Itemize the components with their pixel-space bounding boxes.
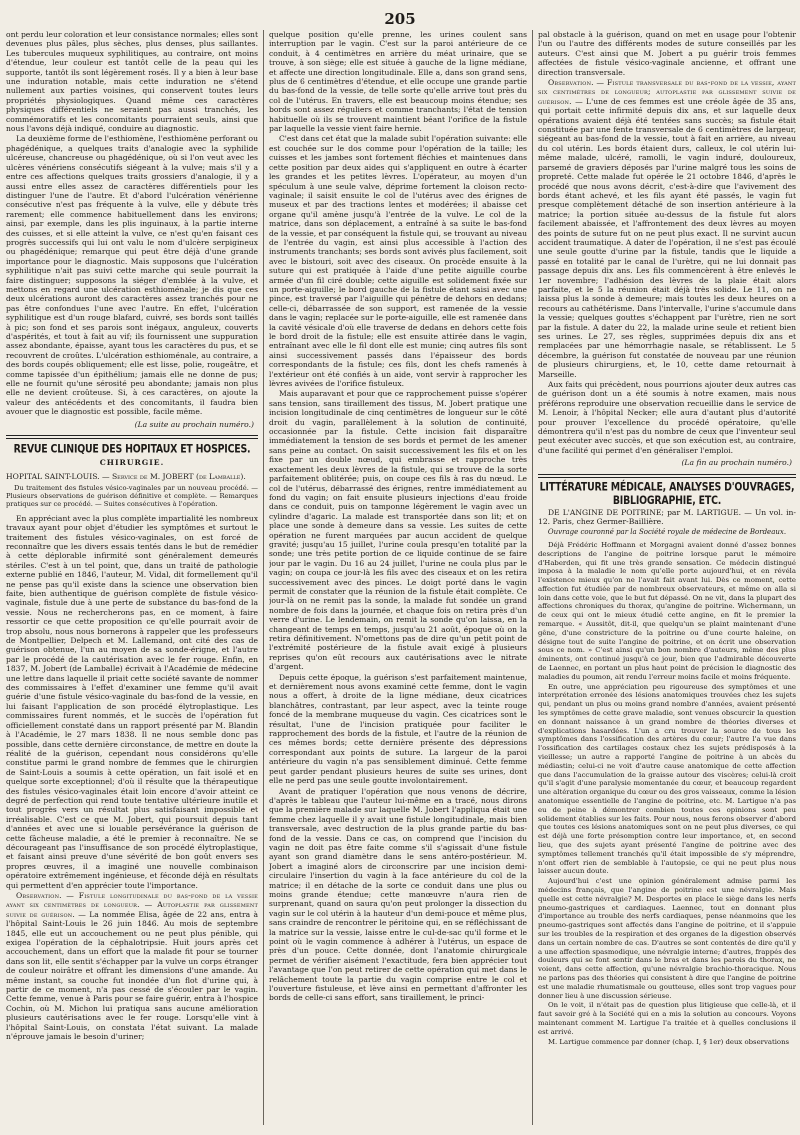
paragraph: Mais auparavant et pour que ce rapprochement puisse s'opérer sans tension, sans tiraillement des tissus, M. Jobert pratique une incision longitudinale de cinq centimètres de longueur sur le côté droit du vagin, parallèlement à la solution de continuité, occasionnée par la fistule. Cette incision fait disparaître immédiatement la tension de ses bords et permet de les amener sans peine au contact. On saisit successivement les fils et on les fixe par un double nœud, qui embrasse et rapproche très exactement les deux lèvres de la fistule, qui se trouve de la sorte parfaitement oblitérée; puis, on coupe ces fils à ras du nœud. Le col de l'utérus, débarrassé des érignes, rentre immédiatement au fond du vagin; on fait ensuite plusieurs injections d'eau froide dans ce conduit, puis on tamponne légèrement le vagin avec un cylindre d'agaric. La malade est transportée dans son lit; et on place une sonde à demeure dans sa vessie. Les suites de cette opération ne furent marquées par aucun accident de quelque gravité; jusqu'au 15 juillet, l'urine coula presqu'en totalité par la sonde; une très petite portion de ce liquide continue de se faire jour par le vagin. Du 16 au 24 juillet, l'urine ne coula plus par le vagin; on coupa ce jour-là les fils avec des ciseaux et on les retira successivement avec des pinces. Le doigt porté dans le vagin permit de constater que la réunion de la fistule était complète. Ce jour-là on ne remit pas la sonde, la malade fut sondée un grand nombre de fois dans la journée, et chaque fois on retira près d'un verre d'urine. Le lendemain, on remit la sonde qu'on laissa, en la changeant de temps en temps, jusqu'au 21 août, époque où on la retira définitivement. N'omettons pas de dire qu'un petit point de l'extrémité postérieure de la fistule avait exigé à plusieurs reprises qu'on eût recours aux cautérisations avec le nitrate d'argent. <box>269 389 527 672</box>
section-divider <box>538 474 796 478</box>
observation-2 <box>538 78 796 379</box>
paragraph: En appréciant avec la plus complète impartialité les nombreux travaux ayant pour objet d'étudier les symptômes et surtout le traitement des fistules vésico-vaginales, on est forcé de reconnaître que les divers essais tentés dans le but de remédier à cette déplorable infirmité sont généralement demeurés stériles. C'est à un tel point, que, dans un traité de pathologie externe publié en 1846, l'auteur, M. Vidal, dit formellement qu'il ne pense pas qu'il existe dans la science une observation bien faite, bien authentique de guérison complète de fistule vésico-vaginale, fistule due à une perte de substance du bas-fond de la vessie. Nous ne rechercherons pas, en ce moment, à faire ressortir ce que cette proposition ce qu'elle pourrait avoir de trop absolu, nous nous bornerons à rappeler que les professeurs de Montpellier, Delpech et M. Lallemand, ont cité des cas de guérison obtenue, l'un au moyen de sa sonde-érigne, et l'autre par le procédé de la cautérisation avec le fer rouge. Enfin, en 1837, M. Jobert (de Lamballe) écrivait à l'Académie de médecine une lettre dans laquelle il priait cette société savante de nommer des commissaires à l'effet d'examiner une femme qu'il avait guérie d'une fistule vésico-vaginale du bas-fond de la vessie, en lui faisant l'application de son procédé élytroplastique. Les commissaires furent nommés, et le succès de l'opération fut officiellement constaté dans un rapport présenté par M. Blandin à l'Académie, le 27 mars 1838. Il ne nous semble donc pas possible, dans cette dernière circonstance, de mettre en doute la réalité de la guérison, cependant nous considérons qu'elle constitue parmi le grand nombre de femmes que le chirurgien de Saint-Louis a soumis à cette opération, un fait isolé et en quelque sorte exceptionnel; d'où il résulte que la thérapeutique des fistules vésico-vaginales était loin encore d'avoir atteint ce degré de perfection qui rend toute tentative ultérieure inutile et tout progrès vers un résultat plus satisfaisant impossible et irréalisable. C'est ce que M. Jobert, qui poursuit depuis tant d'années et avec une si louable persévérance la guérison de cette fâcheuse maladie, a été le premier à reconnaître. Ne se décourageant pas l'insuffisance de son procédé élytroplastique, et faisant ainsi preuve d'une sévérité de bon goût envers ses propres œuvres, il a imaginé une nouvelle combinaison opératoire extrêmement ingénieuse, et féconde déjà en résultats qui permettent d'en apprécier toute l'importance. <box>6 513 258 890</box>
review-subtitle: Ouvrage couronné par la Société royale de médecine de Bordeaux. <box>547 527 787 536</box>
paragraph: M. Lartigue commence par donner (chap. I, § 1er) deux observations <box>548 1037 790 1046</box>
section-divider <box>6 435 258 439</box>
column-3 <box>538 30 796 1130</box>
review-heading: DE L'ANGINE DE POITRINE; par M. LARTIGUE. — Un vol. in-12. Paris, chez Germer-Baillière. <box>538 507 796 527</box>
observation-1 <box>6 891 258 1042</box>
column-separator <box>263 30 264 1125</box>
review-body <box>538 541 796 1046</box>
article-columns <box>6 30 796 1130</box>
section-subtitle-surgery: CHIRURGIE. <box>99 458 165 468</box>
paragraph: La deuxième forme de l'esthiomène, l'esthiomène perforant ou phagédénique, a quelques traits d'analogie avec la syphilide ulcéreuse, chancreuse ou phagédénique, où si l'on veut avec les ulcères vénériens consécutifs siégeant à la vulve; mais s'il y a entre ces affections quelques traits grossiers d'analogie, il y a aussi entre elles assez de caractères différentiels pour les distinguer l'une de l'autre. Et d'abord l'ulcération vénérienne consécutive n'est pas fréquente à la vulve, elle y débute très rarement; elle commence habituellement dans les environs; ainsi, par exemple, dans les plis inguinaux, à la partie interne des cuisses, et si elle atteint la vulve, ce n'est qu'en faisant ces progrès successifs qui lui ont valu le nom d'ulcère serpigineux ou phagédénique; remarque qui peut être déjà d'une grande importance pour le diagnostic. Mais supposons que l'ulcération syphilitique n'ait pas suivi cette marche qui seule pourrait la faire distinguer; supposons la siéger d'emblée à la vulve, et mettons en regard une ulcération esthioménale; je dis que ces deux ulcérations auront des caractères assez tranchés pour ne pas être confondues l'une avec l'autre. En effet, l'ulcération syphilitique est d'un rouge blafard, cuivré, ses bords sont taillés à pic; son fond et ses parois sont inégaux, anguleux, couverts d'aspérités, et tout à fait au vif; ils fournissent une suppuration assez abondante, épaisse, ayant tous les caractères du pus, et se recouvrent de croûtes. L'ulcération esthioménale, au contraire, a des bords coupés obliquement; elle est lisse, polie, rougeâtre, et comme tapissée d'un épithélium; jamais elle ne donne de pus; elle ne fournit qu'une sérosité peu abondante; jamais non plus elle ne devient croûteuse. Si, à ces caractères, on ajoute la valeur des antécédents et des concomitants, il faudra bien avouer que le diagnostic est possible, facile même. <box>6 134 258 417</box>
section-title-clinical-review: REVUE CLINIQUE DES HOPITAUX ET HOSPICES. <box>13 442 251 457</box>
observation-title: — Fistule transversale du bas-fond de la vessie, ayant six centimètres de longueur; autoplastie par glissement suivie de guérison. <box>538 78 796 106</box>
paragraph: Aujourd'hui c'est une opinion généralement admise parmi les médecins français, que l'angine de poitrine est une névralgie. Mais quelle est cette névralgie? M. Desportes en place le siège dans les nerfs pneumo-gastriques et cardiaques. Laennec, tout en donnant plus d'importance au trouble des nerfs cardiaques, pense néanmoins que les pneumo-gastriques sont affectés dans l'angine de poitrine, et il s'appuie sur les troubles de la respiration et des organes de la digestion observés dans un certain nombre de cas. D'autres se sont contentés de dire qu'il y a une affection spasmodique, une névralgie interne; d'autres, frappés des douleurs qui se font sentir dans le bras et dans les parois du thorax, ne voient, dans cette affection, qu'une névralgie brachio-thoracique. Nous ne parlons pas des théories qui consistent à dire que l'angine de poitrine est une maladie rhumatismale ou goutteuse, elles sont trop vagues pour donner lieu à une discussion sérieuse. <box>538 877 796 1000</box>
paragraph: C'est dans cet état que la malade subit l'opération suivante: elle est couchée sur le dos comme pour l'opération de la taille; les cuisses et les jambes sont fortement fléchies et maintenues dans cette position par deux aides qui s'appliquent en outre à écarter les grandes et les petites lèvres. L'opérateur, au moyen d'un spéculum à une seule valve, déprime fortement la cloison recto-vaginale; il saisit ensuite le col de l'utérus avec des érignes de museux et par des tractions lentes et modérées; il abaisse cet organe qu'il amène jusqu'à l'entrée de la vulve. Le col de la matrice, dans son déplacement, a entraîné à sa suite le bas-fond de la vessie, et par conséquent la fistule qui, se trouvant au niveau de l'entrée du vagin, est ainsi plus accessible à l'action des instruments tranchants; ses bords sont avivés plus facilement, soit avec le bistouri, soit avec des ciseaux. On procède ensuite à la suture qui est pratiquée à l'aide d'une petite aiguille courbe armée d'un fil ciré double; cette aiguille est solidement fixée sur un porte-aiguille; le bord gauche de la fistule étant saisi avec une pince, est traversé par l'aiguille qui pénètre de dehors en dedans; celle-ci, débarrassée de son support, est ramenée de la vessie dans le vagin; replacée sur le porte-aiguille, elle est ramenée dans la cavité vésicale d'où elle traverse de dedans en dehors cette fois le bord droit de la fistule; elle est ensuite attirée dans le vagin, entraînant avec elle le fil dont elle est munie; cinq autres fils sont ainsi successivement passés dans l'épaisseur des bords correspondants de la fistule; ces fils, dont les chefs ramenés à l'extérieur ont été confiés à un aide, vont servir à rapprocher les lèvres avivées de l'orifice fistuleux. <box>269 134 527 389</box>
column-1 <box>6 30 258 1130</box>
paragraph: quelque position qu'elle prenne, les urines coulent sans interruption par le vagin. C'est sur la paroi antérieure de ce conduit, à 4 centimètres en arrière du méat urinaire, que se trouve, à son siège; elle est située à gauche de la ligne médiane, et affecte une direction longitudinale. Elle a, dans son grand sens, plus de 6 centimètres d'étendue, et elle occupe une grande partie du bas-fond de la vessie, de telle sorte qu'elle arrive tout près du col de l'utérus. En travers, elle est beaucoup moins étendue; ses bords sont assez réguliers et comme tranchants; l'état de tension habituelle où ils se trouvent maintient béant l'orifice de la fistule par laquelle la vessie vient faire hernie. <box>269 30 527 134</box>
column-separator <box>532 30 533 1125</box>
paragraph: pal obstacle à la guérison, quand on met en usage pour l'obtenir l'un ou l'autre des différents modes de suture conseillés par les auteurs. C'est ainsi que M. Jobert a pu guérir trois femmes affectées de fistule vésico-vaginale ancienne, et offrant une direction transversale. <box>538 30 796 77</box>
section-title-literature: LITTÉRATURE MÉDICALE, ANALYSES D'OUVRAGES, BIBLIOGRAPHIE, ETC. <box>539 479 795 508</box>
observation-title: — Fistule longitudinale du bas-fond de la vessie ayant six centimètres de longueur. — Autoplastie par glissement suivie de guérison. <box>6 891 258 919</box>
paragraph: Avant de pratiquer l'opération que nous venons de décrire, d'après le tableau que l'auteur lui-même en a tracé, nous dirons que la première malade sur laquelle M. Jobert l'appliqua était une femme chez laquelle il y avait une fistule longitudinale, mais bien transversale, avec destruction de la plus grande partie du bas-fond de la vessie. Dans ce cas, on comprend que l'incision du vagin ne doit pas être faite comme s'il s'agissait d'une fistule ayant son grand diamètre dans le sens antéro-postérieur. M. Jobert a imaginé alors de circonscrire par une incision demi-circulaire l'insertion du vagin à la face antérieure du col de la matrice; il en détache de la sorte ce conduit dans une plus ou moins grande étendue; cette manœuvre n'aura rien de surprenant, quand on saura qu'on peut prolonger la dissection du vagin sur le col utérin à la hauteur d'un demi-pouce et même plus, sans craindre de rencontrer le péritoine qui, en se réfléchissant de la matrice sur la vessie, laisse entre le cul-de-sac qu'il forme et le point où le vagin commence à adhérer à l'utérus, un espace de près d'un pouce. Cette donnée, dont l'anatomie chirurgicale permet de vérifier aisément l'exactitude, fera bien apprécier tout l'avantage que l'on peut retirer de cette opération qui met dans le relâchement toute la partie du vagin comprise entre le col et l'ouverture fistuleuse, et lève ainsi en permettant d'affronter les bords de celle-ci sans effort, sans tiraillement, le princi- <box>269 786 527 1003</box>
observation-label: Observation. <box>16 891 62 901</box>
paragraph: Aux faits qui précèdent, nous pourrions ajouter deux autres cas de guérison dont un a été soumis à notre examen, mais nous préférons reproduire une observation recueillie dans le service de M. Lenoir, à l'hôpital Necker; elle aura d'autant plus d'autorité pour prouver l'excellence du procédé opératoire, qu'elle démontrera qu'il n'est pas du nombre de ceux que l'inventeur seul peut exécuter avec succès, et que son exécution est, au contraire, d'une facilité qui permet d'en généraliser l'emploi. <box>538 380 796 455</box>
page-number: 205 <box>384 10 416 28</box>
observation-text: — L'une de ces femmes est une créole âgée de 35 ans, qui portait cette infirmité depuis dix ans, et sur laquelle deux opérations avaient déjà été tentées sans succès; sa fistule était constituée par une fente transversale de 6 centimètres de largeur, siégeant au bas-fond de la vessie, tout à fait en arrière, au niveau du col utérin. Les bords étaient durs, calleux, le col utérin lui-même malade, ulcéré, ramolli, le vagin induré, douloureux, parsemé de graviers déposés par l'urine malgré tous les soins de propreté. Cette malade fut opérée le 21 octobre 1846, d'après le procédé que nous avons décrit, c'est-à-dire que l'avivement des bords étant achevé, et les fils ayant été passés, le vagin fut presque complètement détaché de son insertion antérieure à la matrice; la portion située au-dessus de la fistule fut alors facilement abaissée, et l'affrontement des deux lèvres au moyen des points de suture fut on ne peut plus exact. Il ne survint aucun accident traumatique. A dater de l'opération, il ne s'est pas écoulé une seule goutte d'urine par la fistule, tandis que le liquide a passé en totalité par le canal de l'urètre, qui ne lui donnait pas passage depuis dix ans. Les fils commencèrent à être enlevés le 1er novembre; l'adhésion des lèvres de la plaie était alors parfaite, et le 5 la réunion était déjà très solide. Le 11, on ne laissa plus la sonde à demeure; mais toutes les deux heures on a recours au cathétérisme. Dans l'intervalle, l'urine s'accumule dans la vessie; quelques gouttes s'échappent par l'urètre, rien ne sort par la fistule. A dater du 22, la malade urine seule et retient bien ses urines. Le 27, ses règles, supprimées depuis dix ans et remplacées par une hémorrhagie nasale, se rétablissent. Le 5 décembre, la guérison fut constatée de nouveau par une réunion de plusieurs chirurgiens, et, le 10, cette dame retournait à Marseille. <box>538 96 796 379</box>
observation-text: — La nommée Elisa, âgée de 22 ans, entra à l'hôpital Saint-Louis le 26 juin 1846. Au mois de septembre 1845, elle eut un accouchement ou ne peut plus pénible, qui exigea l'opération de la céphalotripsie. Huit jours après cet accouchement, dans un effort que la malade fit pour se tourner dans son lit, elle sentit s'échapper par la vulve un corps étranger de couleur noirâtre et offrant les dimensions d'une amande. Au même instant, sa couche fut inondée d'un flot d'urine qui, à partir de ce moment, n'a pas cessé de s'écouler par le vagin. Cette femme, venue à Paris pour se faire guérir, entra à l'hospice Cochin, où M. Michon lui pratiqua sans aucune amélioration plusieurs cautérisations avec le fer rouge. Lorsqu'elle vint à l'hôpital Saint-Louis, on constata l'état suivant. La malade n'éprouve jamais le besoin d'uriner; <box>6 909 258 1042</box>
column-2 <box>269 30 527 1130</box>
paragraph: En outre, une appréciation peu rigoureuse des symptômes et une interprétation erronée des lésions anatomiques trouvées chez les sujets qui, pendant un plus ou moins grand nombre d'années, avaient présenté les symptômes de cette grave maladie, sont venues obscurcir la question en donnant naissance à un grand nombre de théories diverses et d'explications hasardées. L'un a cru trouver la source de tous les symptômes dans l'ossification des artères du cœur; l'autre l'a vue dans l'ossification des cartilages costaux chez les sujets prédisposés à la vieillesse; un autre a rapporté l'angine de poitrine à un abcès du médiastin; celui-ci ne voit d'autre cause anatomique de cette affection que dans l'accumulation de la graisse autour des viscères; celui-là croit qu'il s'agit d'une paralysie momentanée du cœur, et beaucoup regardent une altération organique du cœur ou des gros vaisseaux, comme la lésion anatomique essentielle de l'angine de poitrine, etc. M. Lartigue n'a pas eu de peine à démontrer combien toutes ces opinions sont peu solidement établies sur les faits. Pour nous, nous ferons observer d'abord que toutes ces lésions anatomiques sont on ne peut plus diverses, ce qui est déjà une forte présomption contre leur importance, et, en second lieu, que des sujets ayant présenté l'angine de poitrine avec des symptômes tellement tranchés qu'il était impossible de s'y méprendre, n'ont offert rien de semblable à l'autopsie, ce qui ne peut plus nous laisser aucun doute. <box>538 682 796 876</box>
paragraph: ont perdu leur coloration et leur consistance normales; elles sont devenues plus pâles, plus sèches, plus denses, plus saillantes. Les tubercules muqueux syphilitiques, au contraire, ont moins d'étendue, leur couleur est tantôt celle de la peau qui les supporte, tantôt ils sont légèrement rosés. Il y a bien à leur base une induration notable, mais cette induration ne s'étend nullement aux parties voisines, qui conservent toutes leurs propriétés physiologiques. Quand même ces caractères physiques différentiels ne seraient pas aussi tranchés, les commémoratifs et les concomitants pourraient seuls, ainsi que nous l'avons déjà indiqué, conduire au diagnostic. <box>6 30 258 134</box>
observation-label: Observation. <box>548 78 594 88</box>
paragraph: Depuis cette époque, la guérison s'est parfaitement maintenue, et dernièrement nous avons examiné cette femme, dont le vagin nous a offert, à droite de la ligne médiane, deux cicatrices blanchâtres, contrastant, par leur aspect, avec la teinte rouge foncé de la membrane muqueuse du vagin. Ces cicatrices sont le résultat, l'une de l'incision pratiquée pour faciliter le rapprochement des bords de la fistule, et l'autre de la réunion de ces mêmes bords; cette dernière présente des dépressions correspondant aux points de suture. La largeur de la paroi antérieure du vagin n'a pas sensiblement diminué. Cette femme peut garder pendant plusieurs heures de suite ses urines, dont elle ne perd pas une seule goutte involontairement. <box>269 672 527 786</box>
continued-note: (La fin au prochain numéro.) <box>681 458 792 468</box>
article-summary: Du traitement des fistules vésico-vaginales par un nouveau procédé. — Plusieurs observations de guérison définitive et complète. — Remarques pratiques sur ce procédé. — Suites consécutives à l'opération. <box>6 483 258 509</box>
paragraph: Déjà Frédéric Hoffmann et Morgagni avaient donné d'assez bonnes descriptions de l'angine de poitrine lorsque parut le mémoire d'Haberden, qui fit une très grande sensation. Ce médecin distingué imposa à la maladie le nom qu'elle porte aujourd'hui, et en révéla l'existence mieux qu'on ne l'avait fait avant lui. Dès ce moment, cette affection fut étudiée par de nombreux observateurs, et même on alla si loin dans cette voie, que le but fut dépassé. On ne vit, dans la plupart des affections chroniques du thorax, qu'angine de poitrine. Wichermann, un de ceux qui ont le mieux étudié cette angine, en fit le premier la remarque. « Aussitôt, dit-il, que quelqu'un se plaint maintenant d'une gêne, d'une constricture de la poitrine ou d'une courte haleine, on désigne tout de suite l'angine de poitrine, et on écrit une observation sous ce nom. » C'est ainsi qu'un bon nombre d'auteurs, même des plus éminents, ont continué jusqu'à ce jour, bien que l'admirable découverte de Laennec, en portant un plus haut point de précision le diagnostic des maladies du poumon, ait rendu l'erreur moins facile et moins fréquente. <box>538 540 796 681</box>
hospital-heading: HOPITAL SAINT-LOUIS. — Service de M. JOBERT (de Lamballe). <box>6 472 246 482</box>
continued-note: (La suite au prochain numéro.) <box>134 419 254 429</box>
paragraph: On le voit, il n'était pas de question plus litigieuse que celle-là, et il faut savoir gré à la Société qui en a mis la solution au concours. Voyons maintenant comment M. Lartigue l'a traitée et à quelles conclusions il est arrivé. <box>538 1001 796 1036</box>
